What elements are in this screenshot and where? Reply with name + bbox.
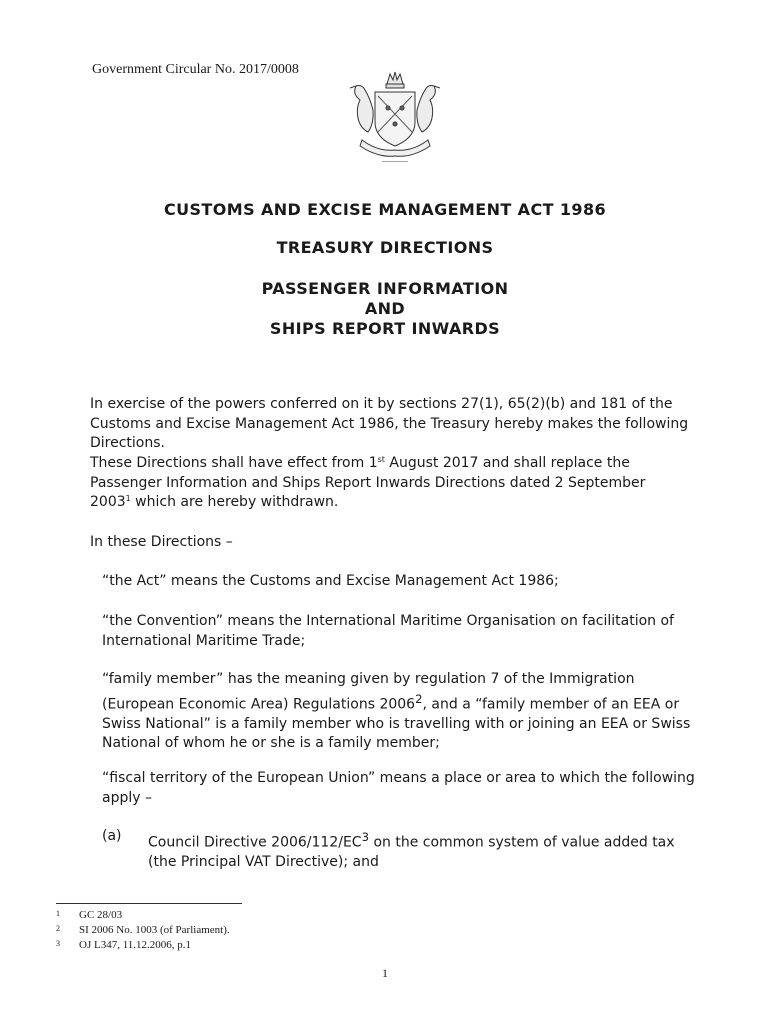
- footnote-text: OJ L347, 11.12.2006, p.1: [79, 939, 192, 951]
- footnote-divider: [56, 903, 242, 904]
- act-title: CUSTOMS AND EXCISE MANAGEMENT ACT 1986: [163, 200, 607, 219]
- definition-family-member: [102, 670, 702, 754]
- list-item-label: (a): [102, 828, 122, 844]
- item-a-text-b: on the common system of value added tax (the Principal VAT Directive); and: [148, 834, 675, 871]
- definition-act: “the Act” means the Customs and Excise Management Act 1986;: [102, 573, 559, 589]
- footnote-ref-2[interactable]: 2: [415, 691, 423, 706]
- definition-fiscal-territory: “fiscal territory of the European Union” means a place or area to which the following apply –: [102, 770, 695, 806]
- coat-of-arms-icon: [340, 70, 450, 162]
- circular-number: Government Circular No. 2017/0008: [92, 62, 299, 77]
- commencement-paragraph: [90, 454, 690, 513]
- family-member-text-a: “family member” has the meaning given by regulation 7 of the Immigration (European Economic Area) Regulations 2006: [102, 671, 635, 713]
- subject-line-1: PASSENGER INFORMATION: [261, 279, 509, 298]
- definition-convention: “the Convention” means the International Maritime Organisation on facilitation of International Maritime Trade;: [102, 613, 674, 649]
- page-number: 1: [382, 966, 388, 980]
- directions-title: TREASURY DIRECTIONS: [276, 238, 494, 257]
- subject-line-3: SHIPS REPORT INWARDS: [269, 319, 501, 338]
- enabling-paragraph: In exercise of the powers conferred on it by sections 27(1), 65(2)(b) and 181 of the Customs and Excise Management Act 1986, the Treasury hereby makes the following Directions.: [90, 396, 689, 451]
- footnote-number: 2: [56, 924, 60, 933]
- footnote-text: GC 28/03: [79, 909, 123, 921]
- footnote-number: 3: [56, 939, 60, 948]
- footnote-ref-1[interactable]: 1: [125, 494, 131, 503]
- footnote-ref-3[interactable]: 3: [361, 830, 369, 844]
- definitions-intro: In these Directions –: [90, 534, 233, 550]
- list-item-text: [148, 828, 698, 873]
- commencement-text-a: These Directions shall have effect from 1: [90, 455, 378, 471]
- family-member-text-b: , and a “family member of an EEA or Swiss National” is a family member who is travelling with or joining an EEA or Swiss National of whom he or she is a family member;: [102, 696, 691, 752]
- subject-line-2: AND: [364, 299, 406, 318]
- commencement-text-c: which are hereby withdrawn.: [130, 494, 339, 510]
- subject-title: [0, 279, 770, 339]
- commencement-text-b: August 2017 and shall replace the Passenger Information and Ships Report Inwards Directions dated 2 September 2003: [90, 455, 646, 510]
- footnote-text: SI 2006 No. 1003 (of Parliament).: [79, 924, 230, 936]
- item-a-text-a: Council Directive 2006/112/EC: [148, 834, 362, 851]
- ordinal-superscript: st: [377, 455, 385, 464]
- footnote-number: 1: [56, 909, 60, 918]
